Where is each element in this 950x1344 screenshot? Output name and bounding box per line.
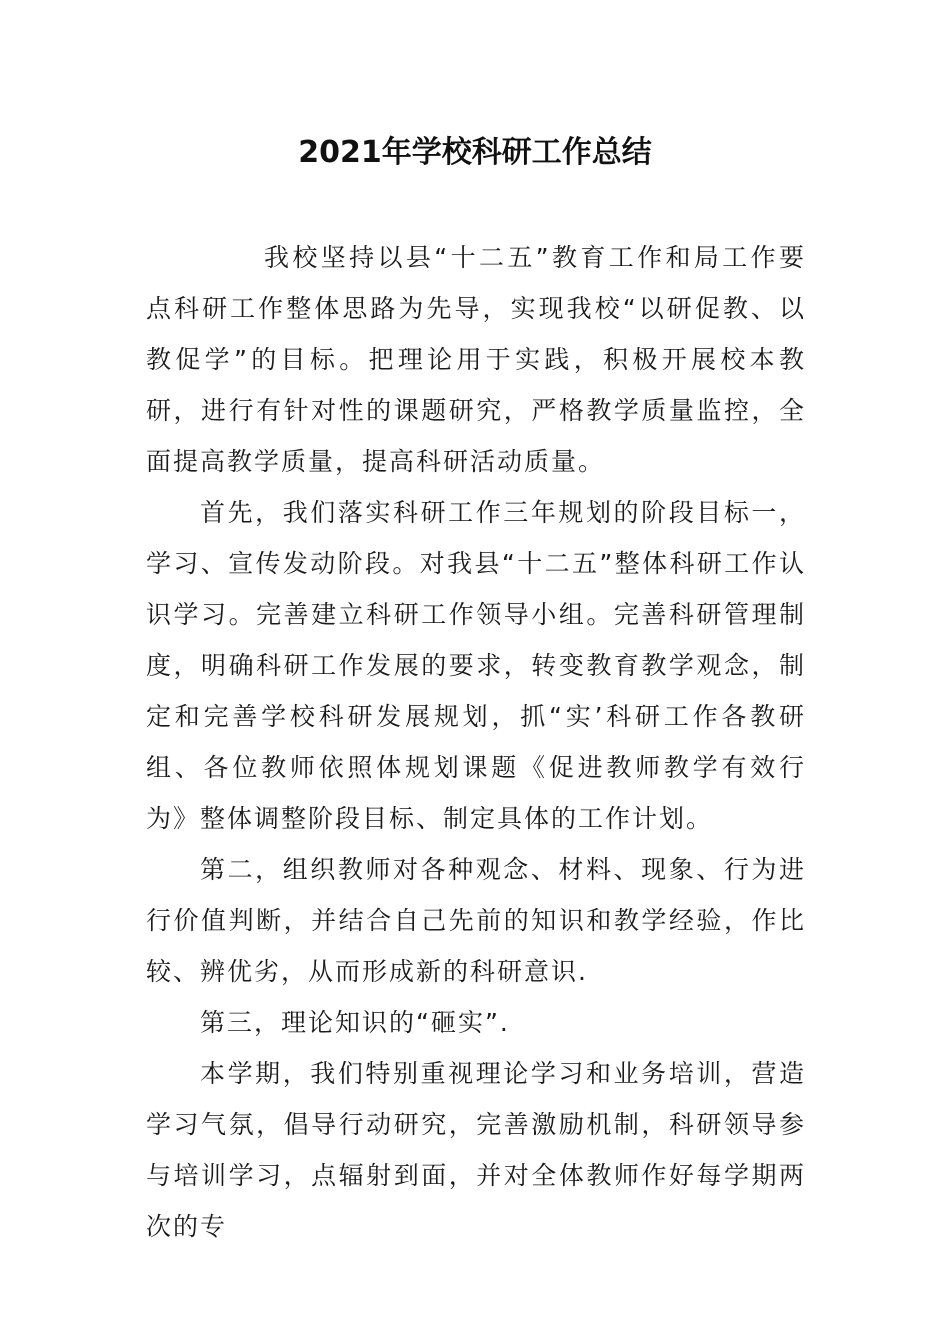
paragraph-second-point: 第二，组织教师对各种观念、材料、现象、行为进行价值判断，并结合自己先前的知识和教学经验，作比较、辨优劣，从而形成新的科研意识. [146, 855, 806, 986]
paragraph-semester: 本学期，我们特别重视理论学习和业务培训，营造学习气氛，倡导行动研究，完善激励机制，科研领导参与培训学习，点辐射到面，并对全体教师作好每学期两次的专 [146, 1059, 806, 1241]
document-body [146, 232, 806, 1252]
paragraph-third-point: 第三，理论知识的“砸实”. [200, 1008, 510, 1037]
paragraph-first-point: 首先，我们落实科研工作三年规划的阶段目标一，学习、宣传发动阶段。对我县“十二五”整体科研工作认识学习。完善建立科研工作领导小组。完善科研管理制度，明确科研工作发展的要求，转变教育教学观念，制定和完善学校科研发展规划，抓“实’科研工作各教研组、各位教师依照体规划课题《促进教师教学有效行为》整体调整阶段目标、制定具体的工作计划。 [146, 498, 806, 833]
paragraph-intro: 我校坚持以县“十二五”教育工作和局工作要点科研工作整体思路为先导，实现我校“以研促教、以教促学”的目标。把理论用于实践，积极开展校本教研，进行有针对性的课题研究，严格教学质量监控，全面提高教学质量，提高科研活动质量。 [146, 243, 806, 476]
document-title: 2021年学校科研工作总结 [298, 135, 652, 170]
